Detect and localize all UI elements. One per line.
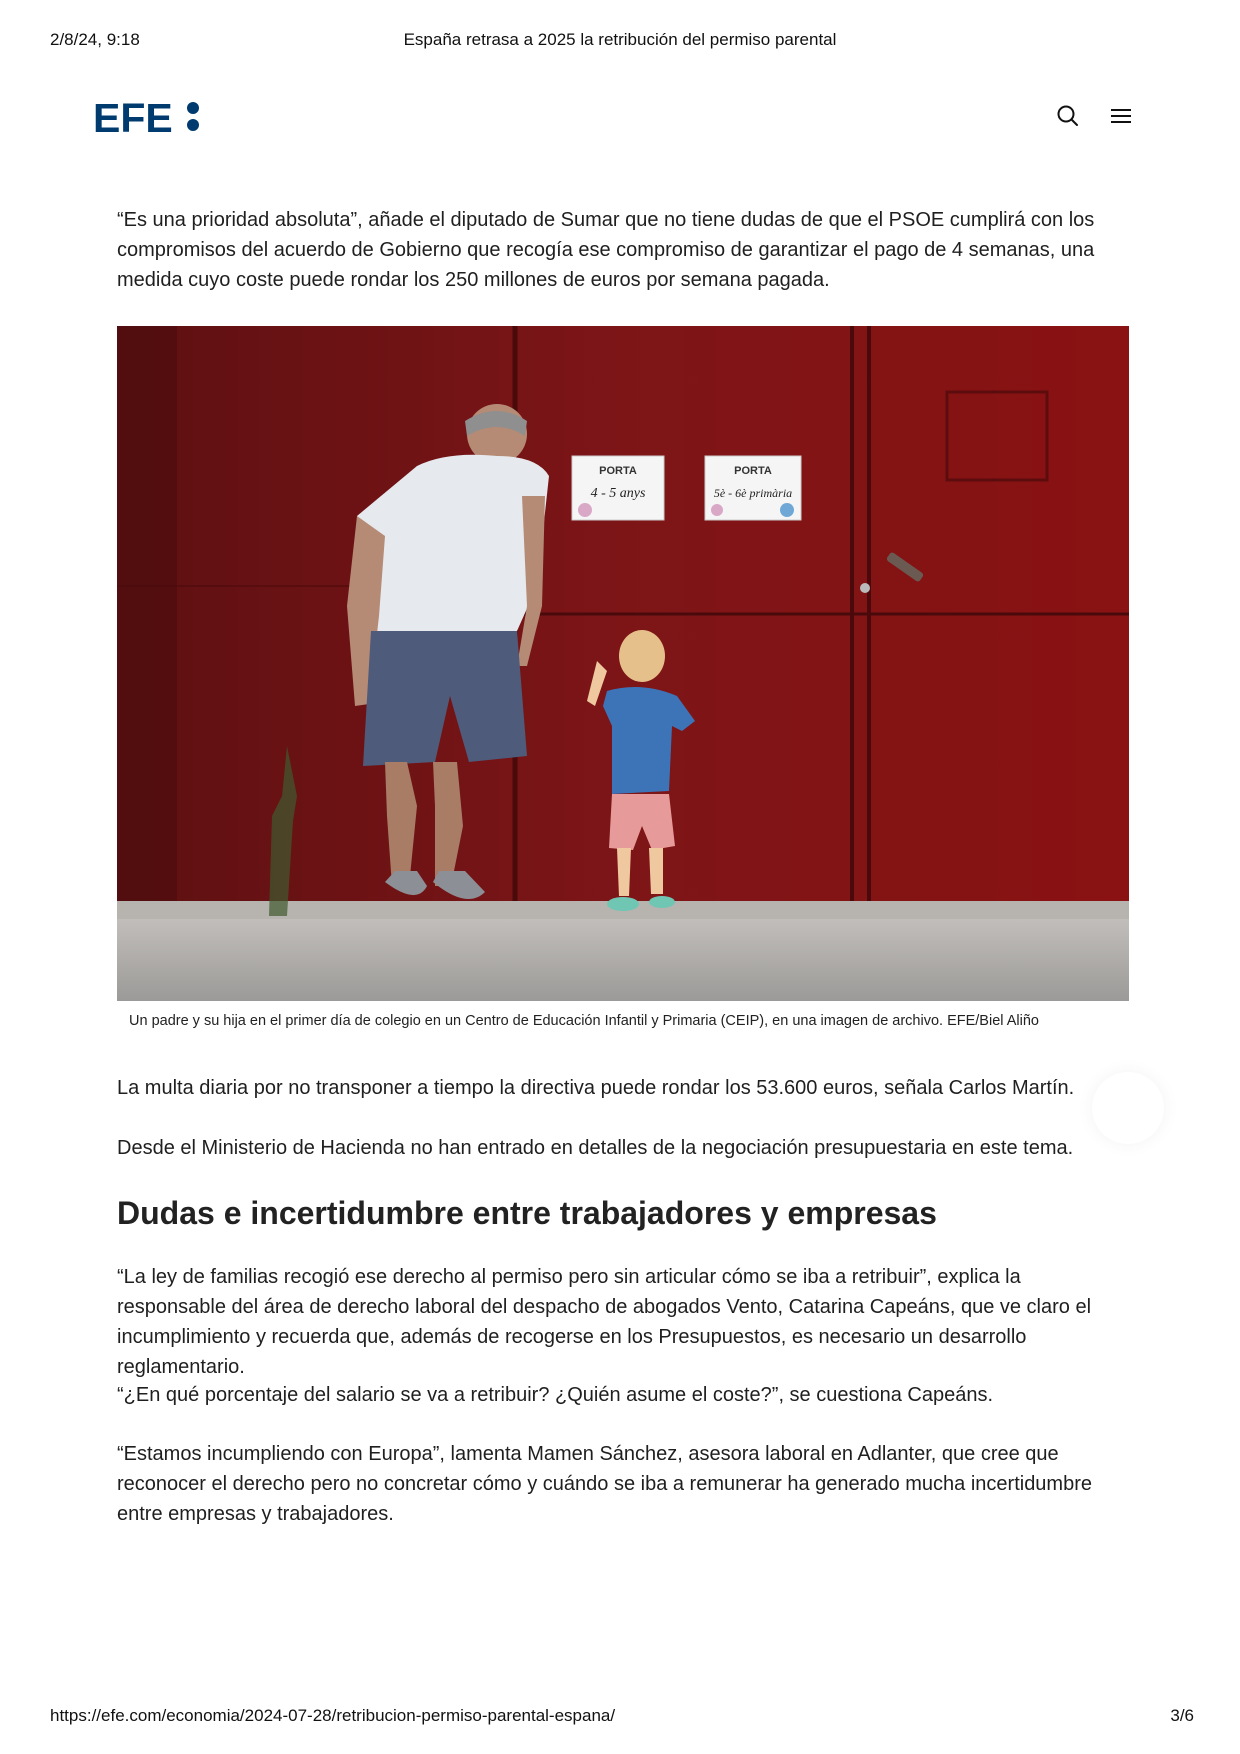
svg-text:PORTA: PORTA (734, 465, 772, 477)
print-footer (0, 1706, 1240, 1730)
photo-caption: Un padre y su hija en el primer día de colegio en un Centro de Educación Infantil y Primaria (CEIP), en una imagen de archivo. EFE/Biel Aliño (129, 1013, 1039, 1029)
site-header (0, 88, 1240, 148)
print-header (0, 30, 1240, 54)
search-icon (1054, 102, 1082, 130)
article-photo (117, 326, 1129, 1001)
svg-text:4 - 5 anys: 4 - 5 anys (590, 486, 646, 501)
article-paragraph: La multa diaria por no transponer a tiempo la directiva puede rondar los 53.600 euros, señala Carlos Martín. (117, 1077, 1075, 1099)
article-paragraph: “Estamos incumpliendo con Europa”, lamenta Mamen Sánchez, asesora laboral en Adlanter, que cree que reconocer el derecho pero no concretar cómo y cuándo se iba a remunerar ha generado mucha incertidumbre entre empresas y trabajadores. (117, 1443, 1092, 1525)
print-url: https://efe.com/economia/2024-07-28/retribucion-permiso-parental-espana/ (50, 1706, 616, 1725)
section-heading: Dudas e incertidumbre entre trabajadores y empresas (117, 1195, 937, 1231)
article-paragraph: “Es una prioridad absoluta”, añade el diputado de Sumar que no tiene dudas de que el PSOE cumplirá con los compromisos del acuerdo de Gobierno que recogía ese compromiso de garantizar el pago de 4 semanas, una medida cuyo coste puede rondar los 250 millones de euros por semana pagada. (117, 209, 1095, 291)
search-button[interactable] (1054, 102, 1082, 130)
print-page-title: España retrasa a 2025 la retribución del permiso parental (403, 30, 837, 49)
efe-logo[interactable] (93, 98, 201, 136)
svg-text:5è - 6è primària: 5è - 6è primària (713, 486, 793, 500)
print-datetime: 2/8/24, 9:18 (50, 30, 140, 49)
article-figure (117, 326, 1129, 1029)
svg-text:EFE: EFE (93, 98, 173, 136)
print-page-number: 3/6 (1170, 1706, 1194, 1725)
article-paragraph: “¿En qué porcentaje del salario se va a retribuir? ¿Quién asume el coste?”, se cuestiona Capeáns. (117, 1384, 994, 1406)
article-paragraph: Desde el Ministerio de Hacienda no han entrado en detalles de la negociación presupuestaria en este tema. (117, 1137, 1074, 1159)
floating-action-button[interactable] (1092, 1072, 1164, 1144)
hamburger-menu-icon (1107, 102, 1135, 130)
article-paragraph: “La ley de familias recogió ese derecho al permiso pero sin articular cómo se iba a retribuir”, explica la responsable del área de derecho laboral del despacho de abogados Vento, Catarina Capeáns, que ve claro el incumplimiento y recuerda que, además de recogerse en los Presupuestos, es necesario un desarrollo reglamentario. (117, 1266, 1092, 1378)
svg-text:PORTA: PORTA (599, 465, 637, 477)
menu-button[interactable] (1107, 102, 1135, 130)
